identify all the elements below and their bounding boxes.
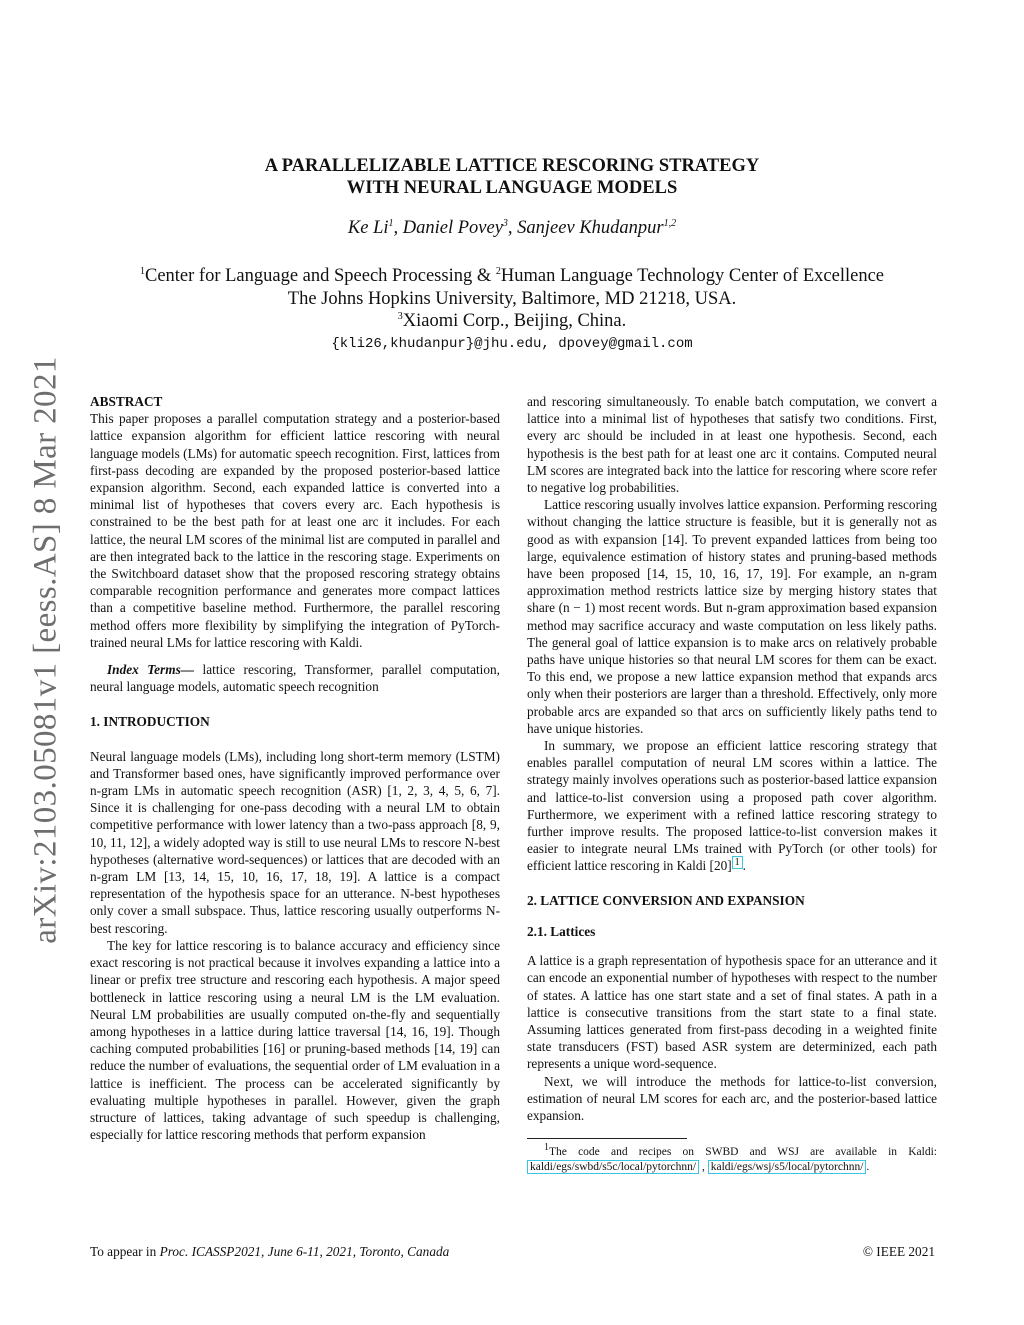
affil-1: Center for Language and Speech Processing &	[144, 266, 496, 286]
subsection-2-1-heading: 2.1. Lattices	[527, 923, 596, 939]
footnote	[527, 1142, 937, 1174]
right-paragraph-3-text: In summary, we propose an efficient lattice rescoring strategy that enables parallel computation of neural LM scores within a lattice. The strategy mainly involves operations such as posterior-based lattice expansion and lattice-to-list conversion using a proposed path cover algorithm. Furthermore, we experiment with a refined lattice rescoring strategy to further improve results. The proposed lattice-to-list conversion makes it easier to integrate neural LMs trained with PyTorch (or other tools) for efficient lattice rescoring in Kaldi [20]	[527, 738, 937, 874]
author-3: , Sanjeev Khudanpur	[507, 218, 664, 238]
introduction-heading: 1. INTRODUCTION	[90, 714, 210, 730]
left-column	[90, 393, 500, 1143]
right-paragraph-3-end: .	[742, 858, 746, 874]
author-2-affil: 3	[502, 217, 508, 229]
paper-title	[0, 155, 1024, 199]
affil-2: Human Language Technology Center of Excellence	[500, 266, 884, 286]
footnote-text: The code and recipes on SWBD and WSJ are available in Kaldi:	[549, 1146, 937, 1159]
affil-sup-2: 2	[495, 265, 501, 277]
arxiv-identifier-stamp: arXiv:2103.05081v1 [eess.AS] 8 Mar 2021	[27, 356, 64, 944]
author-1-affil: 1	[388, 217, 394, 229]
intro-paragraph-1: Neural language models (LMs), including long short-term memory (LSTM) and Transformer based ones, have significantly improved performance over n-gram LMs in automatic speech recognition (ASR) [1, 2, 3, 4, 5, 6, 7]. Since it is challenging for one-pass decoding with a neural LM to obtain competitive performance with lower latency than a two-pass approach [8, 9, 10, 11, 12], a widely adopted way is still to use neural LMs to rescore N-best hypotheses (alternative word-sequences) or lattices that are decoded with an n-gram LM [13, 14, 15, 10, 16, 17, 18, 19]. A lattice is a compact representation of the hypothesis space for an utterance. N-best hypotheses only cover a small subspace. Thus, lattice rescoring usually outperforms N-best rescoring.	[90, 748, 500, 936]
section-2-heading: 2. LATTICE CONVERSION AND EXPANSION	[527, 892, 805, 908]
footer-copyright: © IEEE 2021	[862, 1244, 935, 1259]
footnote-separator: ,	[699, 1160, 708, 1173]
wsj-recipe-link[interactable]: kaldi/egs/wsj/s5/local/pytorchnn/	[708, 1160, 867, 1174]
index-terms-text: lattice rescoring, Transformer, parallel computation, neural language models, automatic speech recognition	[90, 662, 500, 695]
author-emails: {kli26,khudanpur}@jhu.edu, dpovey@gmail.com	[331, 335, 693, 352]
affiliation-line-3	[0, 310, 1024, 333]
affiliation-line-2: The Johns Hopkins University, Baltimore, MD 21218, USA.	[287, 288, 737, 309]
author-3-affil: 1,2	[663, 217, 677, 229]
index-terms	[90, 661, 500, 695]
right-paragraph-1: and rescoring simultaneously. To enable batch computation, we convert a lattice into a minimal list of hypotheses that satisfy two conditions. First, every arc should be included in at least one hypothesis. Second, each hypothesis is the best path for at least one arc it contains. Computed neural LM scores are integrated back into the lattice for rescoring where score refer to negative log probabilities.	[527, 394, 937, 496]
right-paragraph-2: Lattice rescoring usually involves lattice expansion. Performing rescoring without changing the lattice structure is feasible, but it is generally not as good as with expansion [14]. To prevent expanded lattices from being too large, equivalence estimation of history states and pruning-based methods have been proposed [14, 15, 10, 16, 17, 19]. For example, an n-gram approximation method restricts lattice size by merging history states that share (n − 1) most recent words. But n-gram approximation based expansion method may sacrifice accuracy and waste computation on less likely paths. The general goal of lattice expansion is to make arcs on relatively probable paths have unique histories so that neural LM scores for them can be exact. To this end, we propose a new lattice expansion method that expands arcs only when their posteriors are larger than a threshold. Effectively, only more probable arcs are expanded so that arcs on sufficiently likely paths tend to have unique histories.	[527, 497, 937, 736]
page-footer	[90, 1244, 935, 1260]
footnote-end: .	[866, 1160, 870, 1173]
title-line-1: A PARALLELIZABLE LATTICE RESCORING STRATEGY	[264, 156, 760, 176]
swbd-recipe-link[interactable]: kaldi/egs/swbd/s5c/local/pytorchnn/	[527, 1160, 699, 1174]
footer-prefix: To appear in	[90, 1244, 160, 1259]
footnote-rule	[527, 1138, 687, 1139]
abstract-text: This paper proposes a parallel computation strategy and a posterior-based lattice expansion algorithm for efficient lattice rescoring with neural language models (LMs) for automatic speech recognition. First, lattices from first-pass decoding are expanded by the proposed posterior-based lattice expansion algorithm. Second, each expanded lattice is converted into a minimal list of hypotheses that covers every arc. Each hypothesis is constrained to be the best path for at least one arc it includes. For each lattice, the neural LM scores of the minimal list are computed in parallel and are then integrated back to the lattice in the rescoring stage. Experiments on the Switchboard dataset show that the proposed rescoring strategy obtains comparable recognition performance and generates more compact lattices than a competitive baseline method. Furthermore, the parallel rescoring method offers more flexibility by simplifying the integration of PyTorch-trained neural LMs for lattice rescoring with Kaldi.	[90, 411, 500, 650]
footer-venue: Proc. ICASSP2021, June 6-11, 2021, Toronto, Canada	[159, 1244, 450, 1259]
affil-sup-3: 3	[397, 310, 403, 322]
title-line-2: WITH NEURAL LANGUAGE MODELS	[346, 178, 678, 198]
intro-paragraph-2: The key for lattice rescoring is to balance accuracy and efficiency since exact rescoring is not practical because it involves expanding a lattice into a linear or prefix tree structure and rescoring each hypothesis. A major speed bottleneck in lattice rescoring using a neural LM is the LM evaluation. Neural LM probabilities are usually computed on-the-fly and sequentially among hypotheses in a lattice during lattice traversal [14, 16, 19]. Though caching computed probabilities [16] or pruning-based methods [14, 19] can reduce the number of evaluations, the sequential order of LM evaluation in a lattice is inefficient. The process can be accelerated significantly by evaluating multiple hypotheses in parallel. However, given the graph structure of lattices, taking advantage of such speedup is challenging, especially for lattice rescoring methods that perform expansion	[90, 937, 500, 1143]
affiliation-line-1	[0, 265, 1024, 288]
index-terms-label: Index Terms—	[107, 662, 195, 678]
right-paragraph-3	[527, 737, 937, 875]
affil-sup-1: 1	[139, 265, 145, 277]
footnote-number: 1	[544, 1142, 549, 1154]
abstract-heading: ABSTRACT	[90, 394, 163, 409]
affil-3: Xiaomi Corp., Beijing, China.	[402, 311, 627, 331]
footnote-marker[interactable]: 1	[732, 856, 743, 869]
author-list	[0, 218, 1024, 239]
affiliations	[0, 265, 1024, 355]
author-1: Ke Li	[347, 218, 389, 238]
lattices-paragraph-2: Next, we will introduce the methods for lattice-to-list conversion, estimation of neural LM scores for each arc, and the posterior-based lattice expansion.	[527, 1073, 937, 1123]
author-2: , Daniel Povey	[393, 218, 503, 238]
lattices-paragraph-1: A lattice is a graph representation of hypothesis space for an utterance and it can encode an exponential number of hypotheses with respect to the number of states. A lattice has one start state and a set of final states. A path in a lattice is consecutive transitions from the start state to a final state. Assuming lattices generated from first-pass decoding in a weighted finite state transducers (FST) based ASR system are determinized, each path represents a unique word-sequence.	[527, 953, 937, 1072]
right-column	[527, 393, 937, 1174]
